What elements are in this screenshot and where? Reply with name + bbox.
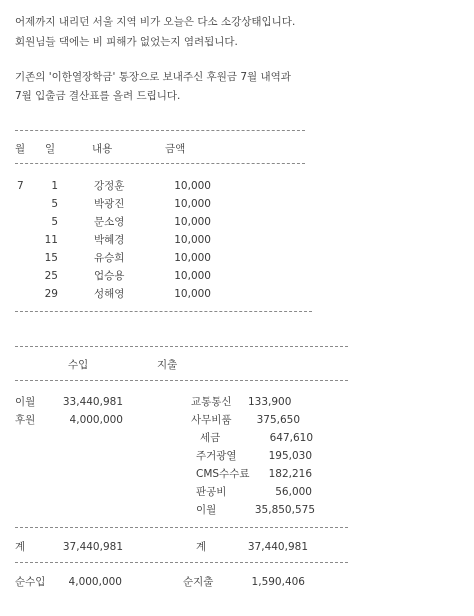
- donation-amount: 10,000: [174, 252, 211, 264]
- donation-day: 29: [44, 288, 58, 300]
- donation-name: 박혜경: [94, 234, 125, 246]
- donation-amount: 10,000: [174, 234, 211, 246]
- expense-value: 56,000: [275, 486, 312, 498]
- divider: [15, 163, 305, 164]
- expense-label: CMS수수료: [196, 468, 250, 480]
- income-label: 이월: [15, 396, 36, 408]
- donation-name: 유승희: [94, 252, 125, 264]
- expense-value: 195,030: [268, 450, 312, 462]
- expense-value: 35,850,575: [254, 504, 315, 516]
- total-label-expense: 계: [196, 541, 207, 553]
- total-income-value: 37,440,981: [62, 541, 123, 553]
- col-header-amount: 금액: [165, 143, 186, 155]
- divider: [15, 130, 305, 131]
- intro-line-1: 어제까지 내리던 서울 지역 비가 오늘은 다소 소강상태입니다.: [15, 16, 296, 28]
- donation-day: 25: [44, 270, 58, 282]
- donation-amount: 10,000: [174, 270, 211, 282]
- donation-amount: 10,000: [174, 288, 211, 300]
- expense-value: 375,650: [256, 414, 300, 426]
- donation-amount: 10,000: [174, 216, 211, 228]
- col-header-month: 월: [15, 143, 26, 155]
- expense-label: 교통통신: [191, 396, 232, 408]
- intro-line-2: 회원님들 댁에는 비 피해가 없었는지 염려됩니다.: [15, 36, 238, 48]
- donation-day: 5: [51, 216, 58, 228]
- total-expense-value: 37,440,981: [247, 541, 308, 553]
- donation-name: 성해영: [94, 288, 125, 300]
- intro-line-3: 기존의 '이한열장학금' 통장으로 보내주신 후원금 7월 내역과: [15, 71, 291, 83]
- expense-label: 판공비: [196, 486, 227, 498]
- expense-value: 133,900: [248, 396, 292, 408]
- donation-day: 15: [44, 252, 58, 264]
- divider: [15, 527, 348, 528]
- col-header-content: 내용: [92, 143, 113, 155]
- col-header-income: 수입: [68, 359, 89, 371]
- income-value: 4,000,000: [69, 414, 123, 426]
- donation-day: 1: [51, 180, 58, 192]
- total-label-income: 계: [15, 541, 26, 553]
- income-value: 33,440,981: [62, 396, 123, 408]
- net-expense-label: 순지출: [183, 576, 214, 588]
- col-header-day: 일: [45, 143, 56, 155]
- net-income-label: 순수입: [15, 576, 46, 588]
- donation-month: 7: [17, 180, 24, 192]
- intro-line-4: 7월 입출금 결산표를 올려 드립니다.: [15, 90, 181, 102]
- net-income-value: 4,000,000: [68, 576, 122, 588]
- expense-label: 이월: [196, 504, 217, 516]
- donation-name: 박광진: [94, 198, 125, 210]
- expense-value: 182,216: [268, 468, 312, 480]
- income-label: 후원: [15, 414, 36, 426]
- divider: [15, 380, 348, 381]
- divider: [15, 562, 348, 563]
- divider: [15, 346, 348, 347]
- expense-label: 주거광열: [196, 450, 237, 462]
- donation-name: 업승용: [94, 270, 125, 282]
- expense-label: 세금: [200, 432, 221, 444]
- donation-day: 5: [51, 198, 58, 210]
- col-header-expense: 지출: [157, 359, 178, 371]
- expense-value: 647,610: [269, 432, 313, 444]
- net-expense-value: 1,590,406: [251, 576, 305, 588]
- donation-name: 강정훈: [94, 180, 125, 192]
- expense-label: 사무비품: [191, 414, 232, 426]
- donation-day: 11: [44, 234, 58, 246]
- donation-name: 문소영: [94, 216, 125, 228]
- donation-amount: 10,000: [174, 180, 211, 192]
- donation-amount: 10,000: [174, 198, 211, 210]
- divider: [15, 311, 312, 312]
